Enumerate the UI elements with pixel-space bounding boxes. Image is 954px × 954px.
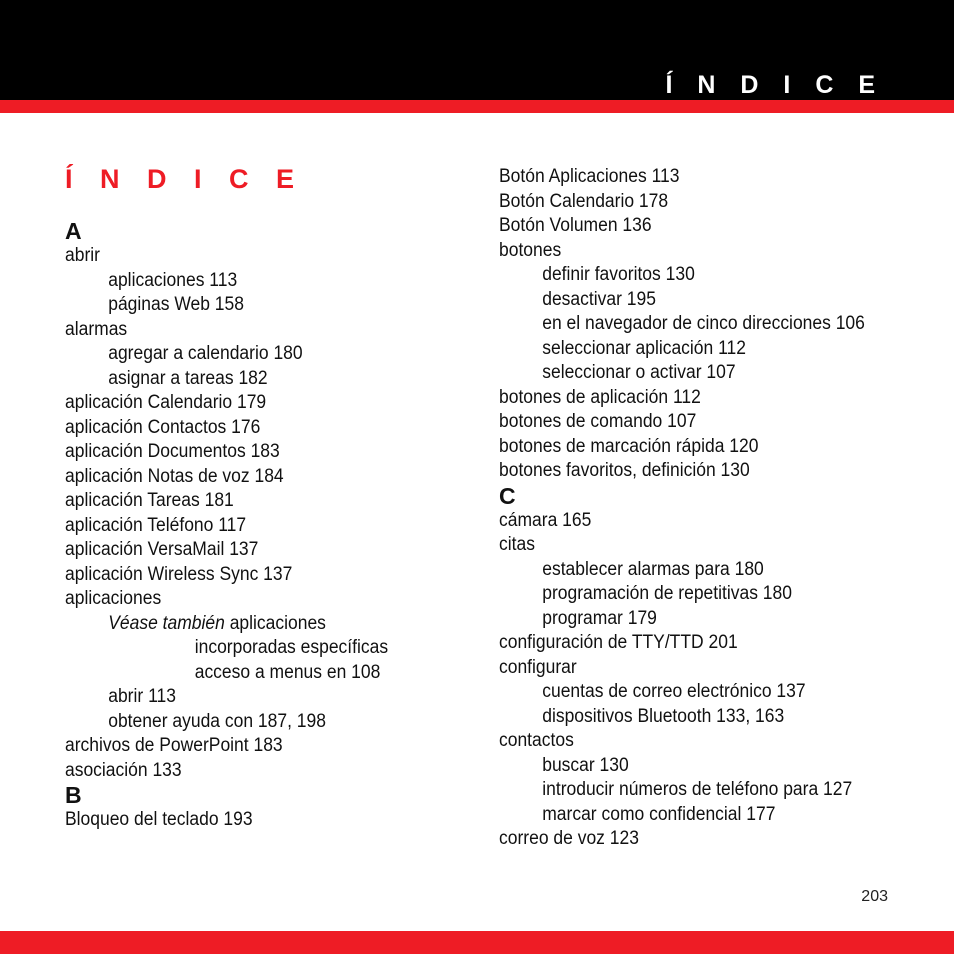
index-subentry: establecer alarmas para 180 (542, 558, 764, 580)
index-subentry: abrir 113 (108, 686, 176, 707)
index-entry: aplicación Wireless Sync 137 (65, 563, 293, 585)
index-subentry: en el navegador de cinco direcciones 106 (542, 313, 865, 334)
footer-accent-stripe (0, 931, 954, 954)
index-subentry: asignar a tareas 182 (108, 367, 268, 389)
index-subentry: buscar 130 (542, 754, 629, 776)
index-entry: botones de marcación rápida 120 (499, 435, 759, 457)
header-accent-stripe (0, 100, 954, 113)
index-subentry: programación de repetitivas 180 (542, 583, 792, 604)
index-entry: alarmas (65, 318, 128, 340)
index-subentry: acceso a menus en 108 (194, 661, 381, 683)
see-also-target: aplicaciones (224, 612, 326, 634)
index-subentry: agregar a calendario 180 (108, 343, 303, 364)
index-letter-heading: C (499, 482, 516, 509)
page-number: 203 (861, 888, 888, 905)
index-entry: abrir (65, 245, 100, 266)
index-subentry: seleccionar o activar 107 (542, 362, 736, 383)
index-entry: Botón Volumen 136 (499, 215, 652, 236)
index-entry: aplicación Calendario 179 (65, 392, 267, 413)
index-subentry: aplicaciones 113 (108, 269, 238, 291)
index-subentry: introducir números de teléfono para 127 (542, 779, 853, 800)
index-entry: aplicación Contactos 176 (65, 416, 261, 438)
index-letter-heading: A (65, 218, 82, 244)
index-entry: cámara 165 (499, 509, 592, 531)
index-entry: configuración de TTY/TTD 201 (499, 632, 738, 653)
see-also-label: Véase también (108, 612, 225, 634)
index-entry: aplicación Teléfono 117 (65, 514, 247, 536)
index-subentry: cuentas de correo electrónico 137 (542, 681, 806, 702)
index-entry: Botón Calendario 178 (499, 190, 669, 212)
index-title: Í N D I C E (65, 164, 305, 194)
index-entry: aplicación VersaMail 137 (65, 539, 259, 560)
index-subentry: definir favoritos 130 (542, 264, 695, 285)
index-column-left (65, 219, 485, 833)
index-entry: contactos (499, 730, 574, 751)
index-subentry: marcar como confidencial 177 (542, 803, 776, 825)
index-entry: aplicación Documentos 183 (65, 441, 280, 462)
index-entry: aplicaciones (65, 588, 162, 609)
index-subentry: obtener ayuda con 187, 198 (108, 710, 326, 732)
index-entry: aplicación Tareas 181 (65, 490, 234, 511)
index-entry: Bloqueo del teclado 193 (65, 809, 253, 830)
index-subentry: páginas Web 158 (108, 294, 244, 315)
index-entry: configurar (499, 656, 577, 678)
index-entry: asociación 133 (65, 759, 182, 781)
index-subentry: seleccionar aplicación 112 (542, 337, 746, 359)
index-entry: botones favoritos, definición 130 (499, 460, 750, 481)
header-title: Í N D I C E (665, 71, 884, 99)
index-subentry: dispositivos Bluetooth 133, 163 (542, 705, 785, 727)
index-entry: botones (499, 239, 562, 261)
index-letter-heading: B (65, 782, 82, 808)
index-entry: correo de voz 123 (499, 828, 639, 849)
index-see-also (65, 612, 451, 637)
index-entry: citas (499, 534, 535, 555)
index-subentry: incorporadas específicas (194, 637, 389, 658)
index-entry: archivos de PowerPoint 183 (65, 735, 283, 756)
index-subentry: programar 179 (542, 607, 657, 629)
index-entry: botones de comando 107 (499, 411, 697, 432)
index-entry: aplicación Notas de voz 184 (65, 465, 284, 487)
index-column-right (499, 165, 939, 852)
index-subentry: desactivar 195 (542, 288, 656, 310)
index-entry: botones de aplicación 112 (499, 386, 701, 408)
index-entry: Botón Aplicaciones 113 (499, 166, 680, 187)
